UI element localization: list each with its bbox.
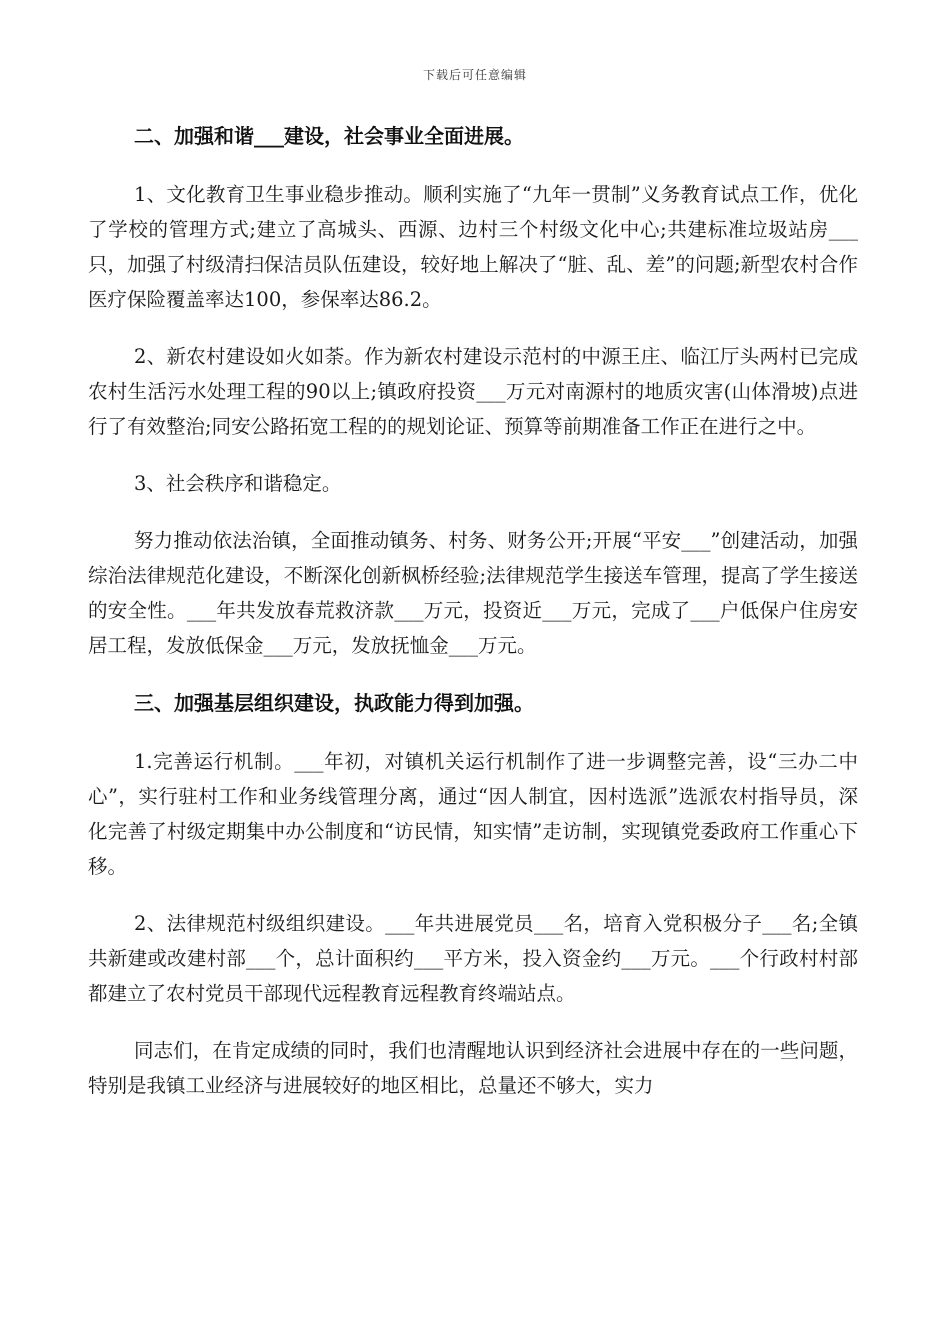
paragraph-culture-education: 1、文化教育卫生事业稳步推动。顺利实施了“九年一贯制”义务教育试点工作，优化了学校的管理方式;建立了高城头、西源、边村三个村级文化中心;共建标准垃圾站房___只，加强了村级清扫保洁员队伍建设，较好地上解决了“脏、乱、差”的问题;新型农村合作医疗保险覆盖率达100，参保率达86.2。 xyxy=(88,183,858,311)
section-heading-2: 二、加强和谐___建设，社会事业全面进展。 xyxy=(134,124,524,148)
paragraph-village-organization: 2、法律规范村级组织建设。___年共进展党员___名，培育入党积极分子___名;全镇共新建或改建村部___个，总计面积约___平方米，投入资金约___万元。___个行政村村部都建立了农村党员干部现代远程教育远程教育终端站点。 xyxy=(88,912,858,1005)
paragraph-social-order-title: 3、社会秩序和谐稳定。 xyxy=(134,472,342,495)
paragraph-rule-of-law: 努力推动依法治镇，全面推动镇务、村务、财务公开;开展“平安___”创建活动，加强综治法律规范化建设，不断深化创新枫桥经验;法律规范学生接送车管理，提高了学生接送的安全性。___年共发放春荒救济款___万元，投资近___万元，完成了___户低保户住房安居工程，发放低保金___万元，发放抚恤金___万元。 xyxy=(88,529,858,657)
section-heading-3: 三、加强基层组织建设，执政能力得到加强。 xyxy=(134,691,534,715)
paragraph-comrades: 同志们，在肯定成绩的同时，我们也清醒地认识到经济社会进展中存在的一些问题，特别是我镇工业经济与进展较好的地区相比，总量还不够大，实力 xyxy=(88,1039,858,1097)
paragraph-operating-mechanism: 1.完善运行机制。___年初，对镇机关运行机制作了进一步调整完善，设“三办二中心”，实行驻村工作和业务线管理分离，通过“因人制宜，因村选派”选派农村指导员，深化完善了村级定期集中办公制度和“访民情，知实情”走访制，实现镇党委政府工作重心下移。 xyxy=(88,750,858,878)
document-body xyxy=(88,118,858,1125)
paragraph-new-countryside: 2、新农村建设如火如荼。作为新农村建设示范村的中源王庄、临江厅头两村已完成农村生活污水处理工程的90以上;镇政府投资___万元对南源村的地质灾害(山体滑坡)点进行了有效整治;同安公路拓宽工程的的规划论证、预算等前期准备工作正在进行之中。 xyxy=(88,345,858,438)
page-header-note: 下载后可任意编辑 xyxy=(422,68,527,82)
